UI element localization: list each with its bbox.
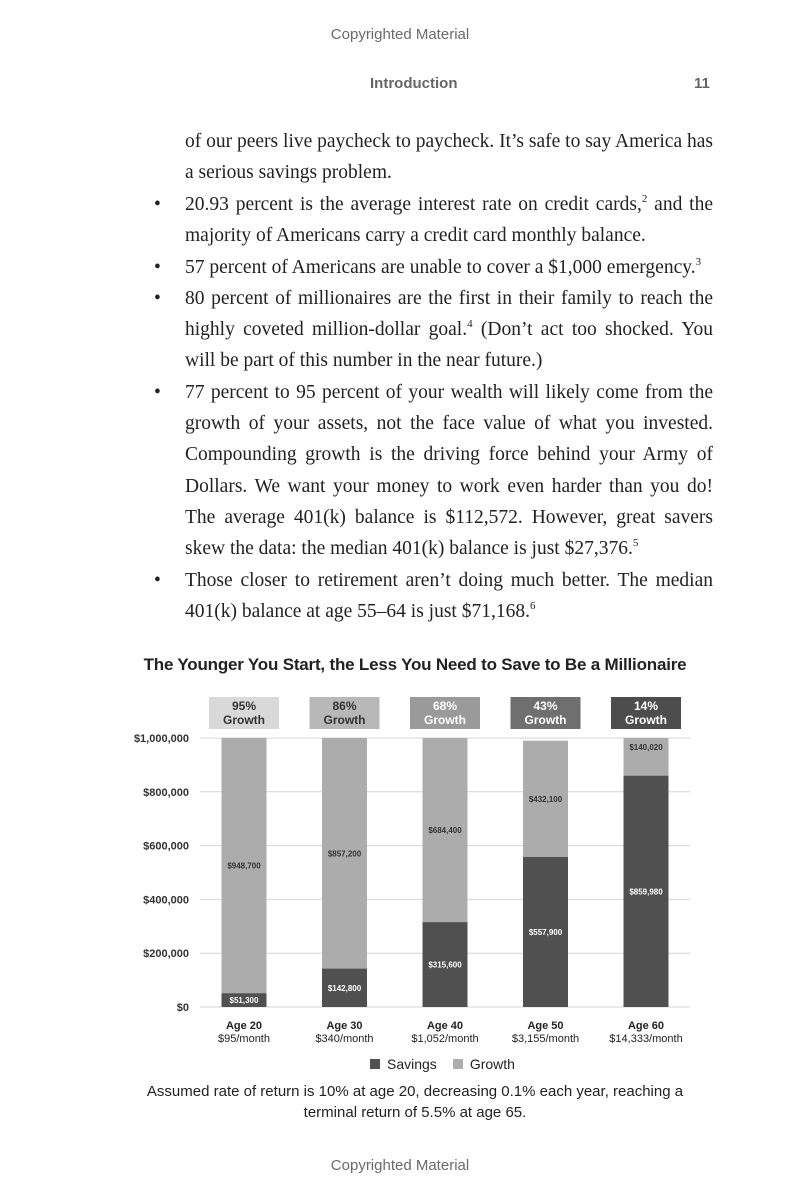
bullet-text: 80 percent of millionaires are the first in their family to reach the highly coveted million-dollar goal.	[185, 287, 713, 341]
savings-value-label: $315,600	[428, 960, 462, 970]
footnote-ref: 2	[641, 193, 648, 205]
bullet-text-cont: and the majority of Americans carry a credit card monthly balance.	[185, 194, 713, 247]
bullet-marker: •	[154, 287, 161, 309]
statistics-bullet-list	[154, 189, 713, 627]
bullet-marker: •	[154, 381, 161, 403]
y-tick-label: $0	[176, 1002, 189, 1014]
growth-value-label: $857,200	[327, 849, 362, 859]
footnote-ref: 4	[467, 318, 473, 331]
y-tick-label: $800,000	[143, 786, 189, 799]
legend-swatch-growth	[453, 1059, 463, 1069]
growth-value-label: $140,020	[629, 743, 663, 752]
bullet-text: 77 percent to 95 percent of your wealth will likely come from the growth of your assets, not the face value of what you invested. Compounding growth is the driving force behind your Army of Dollars. We want your money to work even harder than you do! The average 401(k) balance is $112,572. However, great savers skew the data: the median 401(k) balance is just $27,376.	[185, 381, 713, 560]
savings-value-label: $859,980	[629, 887, 663, 897]
footnote-ref: 3	[695, 255, 702, 268]
growth-value-label: $948,700	[227, 861, 261, 871]
chart-legend	[370, 1056, 515, 1072]
x-monthly-label: $340/month	[315, 1033, 374, 1045]
footnote-ref: 5	[632, 537, 639, 550]
chart-title: The Younger You Start, the Less You Need to Save to Be a Millionaire	[143, 655, 687, 674]
growth-percent-label: 43%	[533, 699, 558, 713]
growth-word-label: Growth	[524, 713, 567, 727]
bullet-item	[154, 565, 713, 628]
legend-swatch-savings	[370, 1059, 380, 1069]
legend-label-growth: Growth	[469, 1056, 515, 1072]
savings-value-label: $142,800	[327, 983, 362, 993]
bullet-text: 20.93 percent is the average interest rate on credit cards,	[185, 194, 642, 215]
growth-percent-label: 86%	[332, 699, 357, 713]
x-monthly-label: $95/month	[218, 1033, 270, 1045]
growth-percent-label: 68%	[432, 699, 458, 713]
page-number: 11	[694, 75, 710, 92]
growth-word-label: Growth	[424, 713, 466, 727]
x-monthly-label: $1,052/month	[411, 1033, 479, 1045]
bullet-text: Those closer to retirement aren’t doing much better. The median 401(k) balance at age 55–64 is just $71,168.	[185, 569, 713, 622]
x-category-label: Age 30	[326, 1020, 363, 1032]
y-tick-label: $1,000,000	[133, 733, 189, 745]
bullet-marker: •	[154, 256, 161, 278]
x-monthly-label: $14,333/month	[609, 1033, 683, 1045]
bullet-text: 57 percent of Americans are unable to cover a $1,000 emergency.	[185, 256, 696, 278]
bullet-marker: •	[154, 194, 161, 215]
bullet-item	[154, 189, 713, 252]
continuation-paragraph: of our peers live paycheck to paycheck. It’s safe to say America has a serious savings problem.	[185, 131, 713, 184]
y-tick-label: $200,000	[143, 948, 189, 961]
copyright-notice-top: Copyrighted Material	[330, 26, 470, 43]
bullet-item	[154, 377, 713, 565]
legend-item-growth	[453, 1056, 515, 1072]
x-category-label: Age 40	[426, 1020, 464, 1032]
bullet-marker: •	[154, 569, 161, 591]
growth-word-label: Growth	[223, 713, 265, 727]
chart-caption: Assumed rate of return is 10% at age 20, decreasing 0.1% each year, reaching a terminal return of 5.5% at age 65.	[146, 1083, 684, 1121]
savings-value-label: $557,900	[528, 927, 563, 937]
growth-value-label: $684,400	[428, 826, 462, 836]
running-head: Introduction	[370, 75, 458, 92]
x-category-label: Age 20	[225, 1020, 263, 1032]
bullet-text-cont: (Don’t act too shocked. You will be part of this number in the near future.)	[185, 319, 713, 372]
copyright-notice-bottom: Copyrighted Material	[330, 1157, 470, 1174]
growth-value-label: $432,100	[528, 794, 563, 804]
stacked-bar-chart	[0, 690, 800, 1050]
growth-word-label: Growth	[625, 713, 667, 727]
growth-percent-label: 95%	[231, 699, 257, 713]
x-category-label: Age 50	[527, 1020, 564, 1032]
legend-label-savings: Savings	[387, 1056, 437, 1072]
x-monthly-label: $3,155/month	[511, 1033, 580, 1045]
y-tick-label: $600,000	[143, 840, 189, 853]
growth-percent-label: 14%	[633, 699, 659, 713]
bullet-item	[154, 283, 713, 377]
bullet-item	[154, 252, 713, 283]
x-category-label: Age 60	[627, 1020, 665, 1032]
savings-value-label: $51,300	[229, 996, 259, 1006]
growth-word-label: Growth	[323, 713, 366, 727]
legend-item-savings	[370, 1056, 437, 1072]
y-tick-label: $400,000	[143, 894, 189, 907]
footnote-ref: 6	[529, 599, 536, 612]
